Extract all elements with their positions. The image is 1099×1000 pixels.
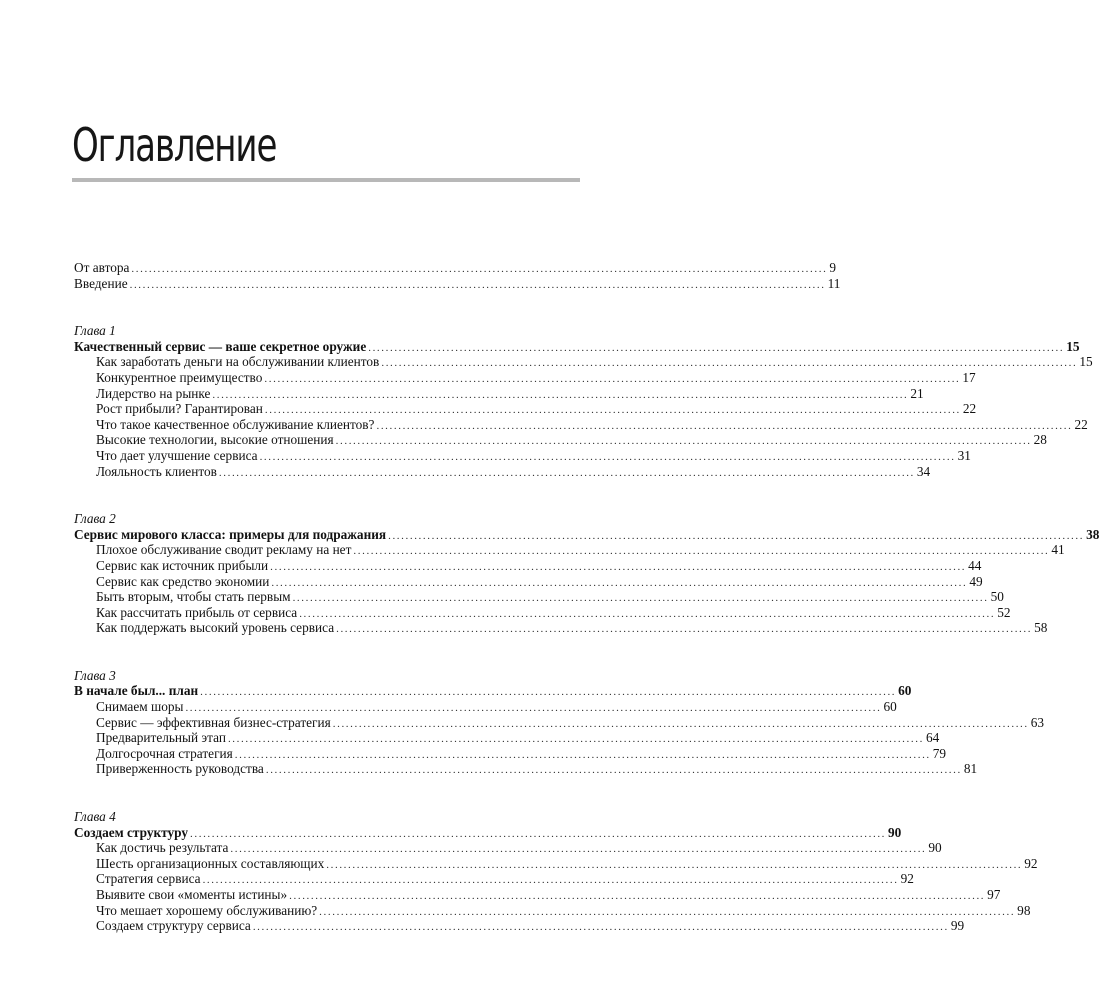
toc-entry-label: Снимаем шоры <box>96 699 184 715</box>
chapter-title-entry[interactable] <box>74 526 1099 543</box>
toc-entry-label: Приверженность руководства <box>96 761 264 777</box>
toc-entry[interactable] <box>74 401 977 417</box>
toc-entry-page: 90 <box>928 840 942 856</box>
dot-leader: ................................................................................................................................................................ <box>212 388 909 401</box>
toc-entry[interactable] <box>74 557 982 574</box>
dot-leader: ................................................................................................................................................................ <box>129 278 826 291</box>
toc-entry-page: 98 <box>1017 902 1031 918</box>
toc-entry[interactable] <box>74 385 924 402</box>
toc-entry[interactable] <box>74 714 1045 731</box>
toc-entry-page: 92 <box>1024 855 1038 871</box>
dot-leader: ................................................................................................................................................................ <box>270 560 967 573</box>
toc-entry-label: В начале был... план <box>74 683 199 699</box>
toc-entry-page: 21 <box>910 385 924 401</box>
toc-entry-label: Введение <box>74 275 128 291</box>
toc-entry-page: 58 <box>1034 620 1048 636</box>
toc-entry[interactable] <box>74 463 931 480</box>
dot-leader: ................................................................................................................................................................ <box>368 341 1065 354</box>
toc-entry-page: 50 <box>990 589 1004 605</box>
toc-entry-page: 34 <box>916 463 931 479</box>
toc-entry-label: Конкурентное преимущество <box>96 369 263 385</box>
dot-leader: ................................................................................................................................................................ <box>292 592 989 605</box>
toc-entry-label: Лояльность клиентов <box>96 463 217 479</box>
dot-leader: ................................................................................................................................................................ <box>353 545 1050 558</box>
chapter-heading: Глава 3 <box>74 667 116 683</box>
toc-entry-label: Долгосрочная стратегия <box>96 745 233 761</box>
toc-entry-label: Создаем структуру <box>74 824 189 840</box>
dot-leader: ................................................................................................................................................................ <box>376 419 1073 432</box>
toc-entry[interactable] <box>74 730 940 746</box>
toc-entry-page: 9 <box>829 260 837 275</box>
toc-entry[interactable] <box>74 369 976 386</box>
dot-leader: ................................................................................................................................................................ <box>218 466 915 479</box>
dot-leader: ................................................................................................................................................................ <box>234 748 931 761</box>
toc-entry[interactable] <box>74 260 837 276</box>
toc-entry-page: 60 <box>883 699 897 715</box>
toc-entry-label: Рост прибыли? Гарантирован <box>96 401 263 417</box>
toc-entry[interactable] <box>74 887 1001 903</box>
toc-entry-page: 64 <box>925 730 940 746</box>
toc-entry-label: Стратегия сервиса <box>96 871 201 887</box>
toc-entry-page: 44 <box>968 557 982 573</box>
dot-leader: ................................................................................................................................................................ <box>326 858 1023 871</box>
dot-leader: ................................................................................................................................................................ <box>271 576 968 589</box>
dot-leader: ................................................................................................................................................................ <box>259 450 956 463</box>
toc-entry-page: 92 <box>900 871 914 887</box>
toc-entry-label: Предварительный этап <box>96 730 226 746</box>
toc-entry[interactable] <box>74 620 1048 636</box>
toc-entry[interactable] <box>74 275 841 292</box>
dot-leader: ................................................................................................................................................................ <box>264 404 961 417</box>
dot-leader: ................................................................................................................................................................ <box>289 890 986 902</box>
toc-entry[interactable] <box>74 855 1038 872</box>
dot-leader: ................................................................................................................................................................ <box>190 827 887 840</box>
toc-entry[interactable] <box>74 840 942 856</box>
dot-leader: ................................................................................................................................................................ <box>265 764 962 777</box>
toc-entry[interactable] <box>74 432 1047 448</box>
toc-entry-page: 15 <box>1079 354 1093 370</box>
toc-entry-label: Создаем структуру сервиса <box>96 918 251 934</box>
dot-leader: ................................................................................................................................................................ <box>227 733 924 746</box>
toc-entry-page: 97 <box>987 887 1001 902</box>
toc-entry[interactable] <box>74 542 1065 558</box>
toc-entry-page: 52 <box>997 604 1011 620</box>
dot-leader: ................................................................................................................................................................ <box>319 905 1016 918</box>
toc-entry-label: Сервис как средство экономии <box>96 573 270 589</box>
toc-entry[interactable] <box>74 589 1004 605</box>
toc-entry-page: 41 <box>1051 542 1065 558</box>
toc-entry[interactable] <box>74 447 971 464</box>
page-title: Оглавление <box>72 118 277 172</box>
toc-entry[interactable] <box>74 604 1011 621</box>
toc-entry-label: Как поддержать высокий уровень сервиса <box>96 620 335 636</box>
dot-leader: ................................................................................................................................................................ <box>388 529 1085 542</box>
dot-leader: ................................................................................................................................................................ <box>252 921 949 934</box>
dot-leader: ................................................................................................................................................................ <box>131 263 828 275</box>
dot-leader: ................................................................................................................................................................ <box>299 607 996 620</box>
dot-leader: ................................................................................................................................................................ <box>200 686 897 699</box>
toc-entry[interactable] <box>74 902 1031 919</box>
toc-entry-label: Сервис — эффективная бизнес-стратегия <box>96 714 331 730</box>
dot-leader: ................................................................................................................................................................ <box>185 702 882 715</box>
chapter-title-entry[interactable] <box>74 824 902 841</box>
toc-entry-page: 22 <box>1074 416 1088 432</box>
toc-entry[interactable] <box>74 871 914 887</box>
dot-leader: ................................................................................................................................................................ <box>202 874 899 887</box>
dot-leader: ................................................................................................................................................................ <box>332 717 1029 730</box>
toc-entry-page: 90 <box>888 824 902 840</box>
toc-entry-page: 17 <box>962 369 976 385</box>
toc-entry-label: Сервис мирового класса: примеры для подражания <box>74 526 387 542</box>
toc-entry-page: 81 <box>963 761 978 777</box>
toc-entry-label: Плохое обслуживание сводит рекламу на нет <box>96 542 352 558</box>
toc-entry-page: 11 <box>827 275 841 291</box>
toc-entry-label: Лидерство на рынке <box>96 385 211 401</box>
dot-leader: ................................................................................................................................................................ <box>230 843 927 856</box>
dot-leader: ................................................................................................................................................................ <box>335 435 1032 448</box>
toc-entry-label: Выявите свои «моменты истины» <box>96 887 288 902</box>
toc-entry-page: 99 <box>950 918 965 934</box>
toc-entry-label: Шесть организационных составляющих <box>96 855 325 871</box>
toc-entry-label: Что мешает хорошему обслуживанию? <box>96 902 318 918</box>
toc-entry-label: Что такое качественное обслуживание клиентов? <box>96 416 375 432</box>
toc-entry-page: 79 <box>932 745 947 761</box>
toc-entry[interactable] <box>74 416 1088 433</box>
title-rule <box>72 178 580 182</box>
chapter-title-entry[interactable] <box>74 683 912 699</box>
toc-entry-label: Качественный сервис — ваше секретное оружие <box>74 338 367 354</box>
table-of-contents <box>74 260 1099 934</box>
toc-entry-label: Как заработать деньги на обслуживании клиентов <box>96 354 380 370</box>
toc-entry-page: 60 <box>898 683 912 699</box>
chapter-heading: Глава 4 <box>74 809 116 825</box>
toc-entry-label: Высокие технологии, высокие отношения <box>96 432 334 448</box>
toc-entry[interactable] <box>74 745 947 762</box>
toc-entry[interactable] <box>74 699 897 715</box>
toc-entry-page: 22 <box>962 401 977 417</box>
chapter-heading: Глава 2 <box>74 511 116 527</box>
toc-entry[interactable] <box>74 918 965 934</box>
toc-entry[interactable] <box>74 761 978 777</box>
chapter-heading: Глава 1 <box>74 323 116 339</box>
toc-entry-label: Что дает улучшение сервиса <box>96 447 258 463</box>
toc-entry-page: 38 <box>1086 526 1099 542</box>
toc-entry-page: 15 <box>1066 338 1080 354</box>
toc-entry-page: 63 <box>1030 714 1045 730</box>
toc-entry-label: От автора <box>74 260 130 275</box>
toc-entry-page: 28 <box>1033 432 1047 448</box>
dot-leader: ................................................................................................................................................................ <box>264 372 961 385</box>
toc-entry[interactable] <box>74 573 983 590</box>
toc-entry-page: 49 <box>969 573 983 589</box>
chapter-title-entry[interactable] <box>74 338 1080 355</box>
toc-entry-label: Сервис как источник прибыли <box>96 557 269 573</box>
toc-entry-label: Как рассчитать прибыль от сервиса <box>96 604 298 620</box>
dot-leader: ................................................................................................................................................................ <box>336 623 1033 636</box>
toc-entry-label: Быть вторым, чтобы стать первым <box>96 589 291 605</box>
toc-entry[interactable] <box>74 354 1093 370</box>
toc-entry-label: Как достичь результата <box>96 840 229 856</box>
toc-entry-page: 31 <box>957 447 971 463</box>
dot-leader: ................................................................................................................................................................ <box>381 357 1078 370</box>
